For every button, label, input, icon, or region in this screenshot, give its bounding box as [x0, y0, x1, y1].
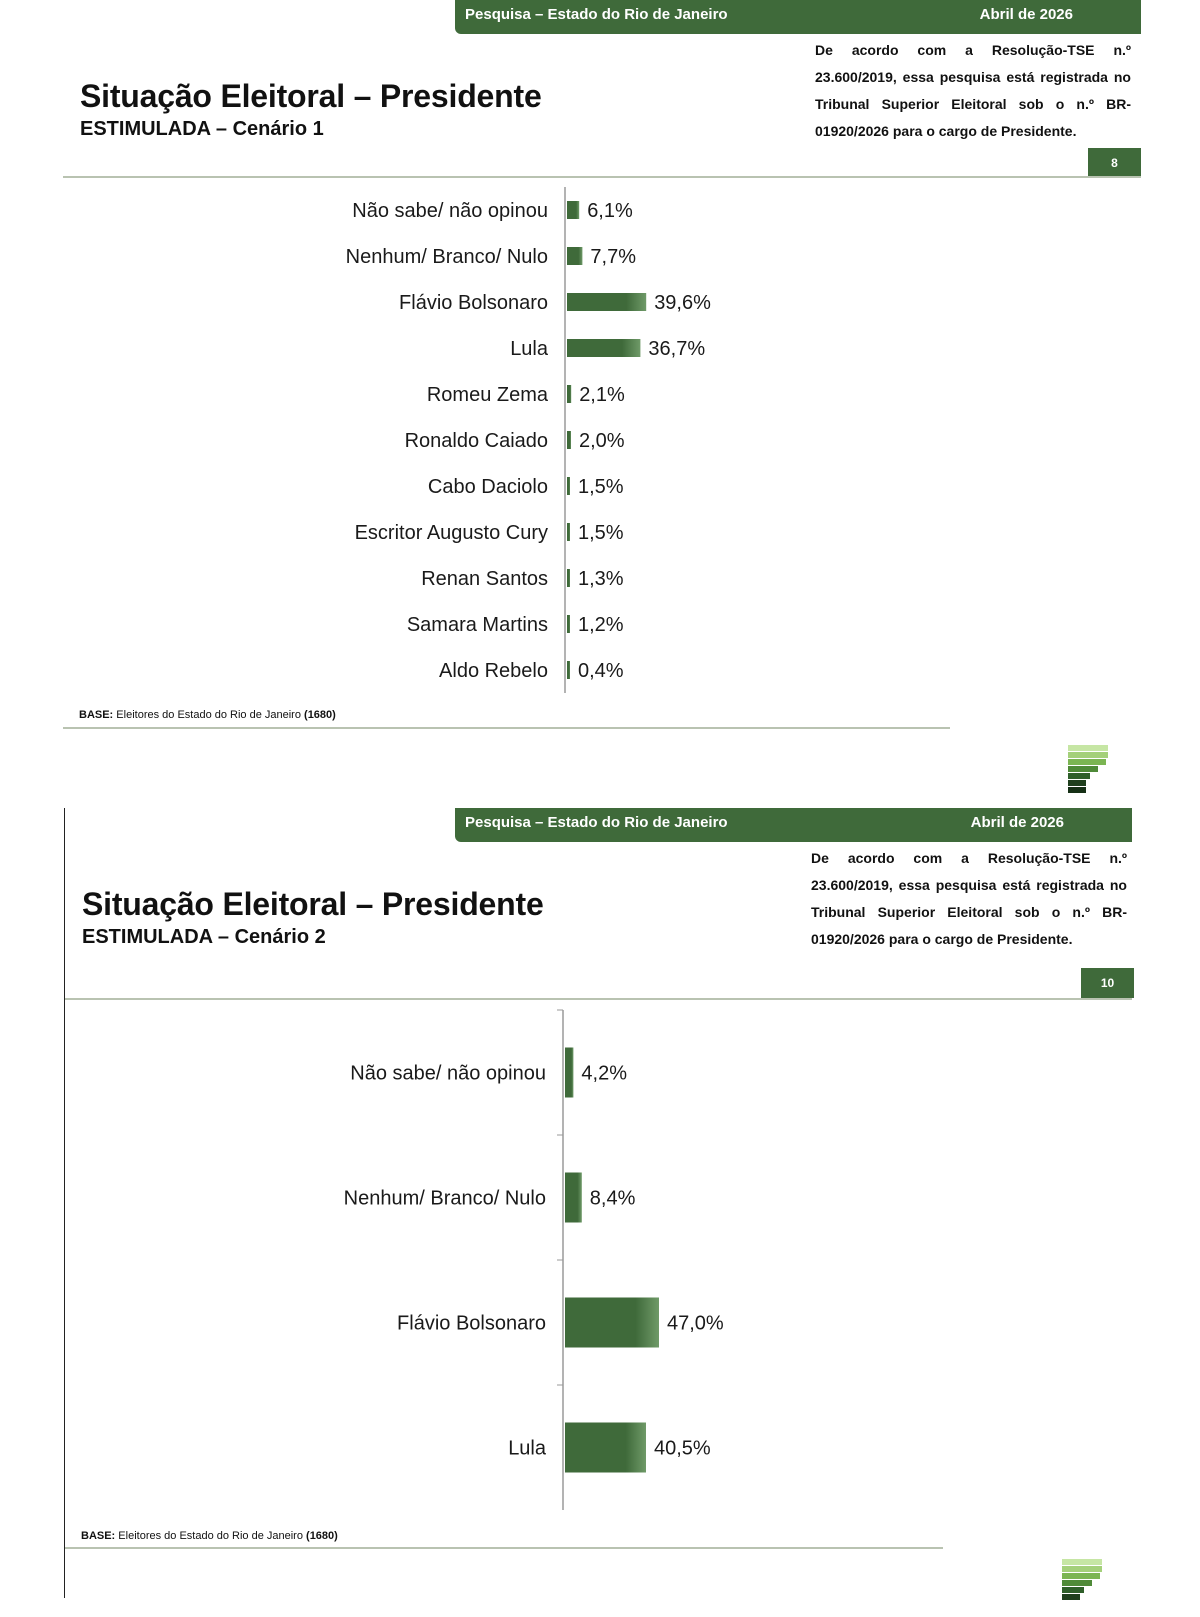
page-subtitle: ESTIMULADA – Cenário 2	[82, 926, 326, 948]
category-label: Flávio Bolsonaro	[399, 292, 548, 314]
page-number: 10	[1081, 968, 1134, 998]
bar	[567, 569, 570, 587]
value-label: 1,5%	[578, 476, 624, 498]
value-label: 39,6%	[654, 292, 711, 314]
registration-note: De acordo com a Resolução-TSE n.º 23.600/2019, essa pesquisa está registrada no Tribunal Superior Eleitoral sob o n.º BR-01920/2026 para o cargo de Presidente.	[811, 850, 1127, 947]
category-label: Flávio Bolsonaro	[397, 1312, 546, 1335]
bar	[567, 293, 646, 311]
value-label: 36,7%	[648, 338, 706, 360]
value-label: 2,0%	[579, 430, 625, 452]
bar	[567, 523, 570, 541]
value-label: 8,4%	[589, 1187, 636, 1210]
bar	[565, 1173, 582, 1223]
bar-chart-cenario-1	[0, 0, 1200, 808]
page-title: Situação Eleitoral – Presidente	[80, 78, 542, 114]
value-label: 1,3%	[578, 568, 624, 590]
bar	[565, 1048, 573, 1098]
base-text: Eleitores do Estado do Rio de Janeiro	[118, 1530, 303, 1542]
value-label: 7,7%	[590, 246, 636, 268]
page-title: Situação Eleitoral – Presidente	[82, 886, 544, 922]
bar	[567, 431, 571, 449]
bar	[567, 201, 579, 219]
footer-divider	[65, 1547, 943, 1549]
bar	[567, 477, 570, 495]
category-label: Ronaldo Caiado	[404, 430, 548, 452]
base-note	[79, 709, 336, 721]
value-label: 6,1%	[587, 200, 633, 222]
page-number: 8	[1088, 148, 1141, 178]
page-subtitle: ESTIMULADA – Cenário 1	[80, 118, 324, 140]
base-text: Eleitores do Estado do Rio de Janeiro	[116, 709, 301, 721]
category-label: Lula	[508, 1437, 546, 1460]
category-label: Lula	[510, 338, 548, 360]
bar-chart-cenario-2	[0, 808, 1200, 1616]
bar	[567, 247, 582, 265]
brand-logo-icon	[1062, 1559, 1106, 1607]
value-label: 47,0%	[667, 1312, 724, 1335]
category-label: Nenhum/ Branco/ Nulo	[345, 246, 548, 268]
bar	[567, 661, 570, 679]
base-note	[81, 1530, 338, 1542]
category-label: Nenhum/ Branco/ Nulo	[343, 1187, 546, 1210]
category-label: Cabo Daciolo	[427, 476, 548, 498]
slide-cenario-2	[0, 808, 1200, 1616]
survey-title: Pesquisa – Estado do Rio de Janeiro	[465, 6, 728, 23]
base-label: BASE:	[81, 1530, 116, 1542]
category-label: Renan Santos	[421, 568, 548, 590]
footer-divider	[63, 727, 950, 729]
bar	[567, 339, 640, 357]
survey-date: Abril de 2026	[970, 814, 1064, 831]
value-label: 40,5%	[654, 1437, 711, 1460]
category-label: Romeu Zema	[426, 384, 548, 406]
base-label: BASE:	[79, 709, 114, 721]
value-label: 4,2%	[581, 1062, 627, 1085]
value-label: 0,4%	[578, 660, 624, 682]
bar	[567, 385, 571, 403]
base-count: (1680)	[306, 1530, 338, 1542]
category-label: Escritor Augusto Cury	[354, 522, 548, 544]
slide-cenario-1	[0, 0, 1200, 808]
survey-title: Pesquisa – Estado do Rio de Janeiro	[465, 814, 728, 831]
category-label: Samara Martins	[406, 614, 548, 636]
category-label: Não sabe/ não opinou	[350, 1062, 546, 1085]
bar	[565, 1298, 659, 1348]
value-label: 2,1%	[579, 384, 625, 406]
registration-note: De acordo com a Resolução-TSE n.º 23.600/2019, essa pesquisa está registrada no Tribunal Superior Eleitoral sob o n.º BR-01920/2026 para o cargo de Presidente.	[815, 42, 1131, 139]
bar	[567, 615, 570, 633]
brand-logo-icon	[1068, 745, 1112, 793]
value-label: 1,5%	[578, 522, 624, 544]
bar	[565, 1423, 646, 1473]
category-label: Aldo Rebelo	[439, 660, 548, 682]
category-label: Não sabe/ não opinou	[352, 200, 548, 222]
base-count: (1680)	[304, 709, 336, 721]
value-label: 1,2%	[578, 614, 624, 636]
survey-date: Abril de 2026	[979, 6, 1073, 23]
